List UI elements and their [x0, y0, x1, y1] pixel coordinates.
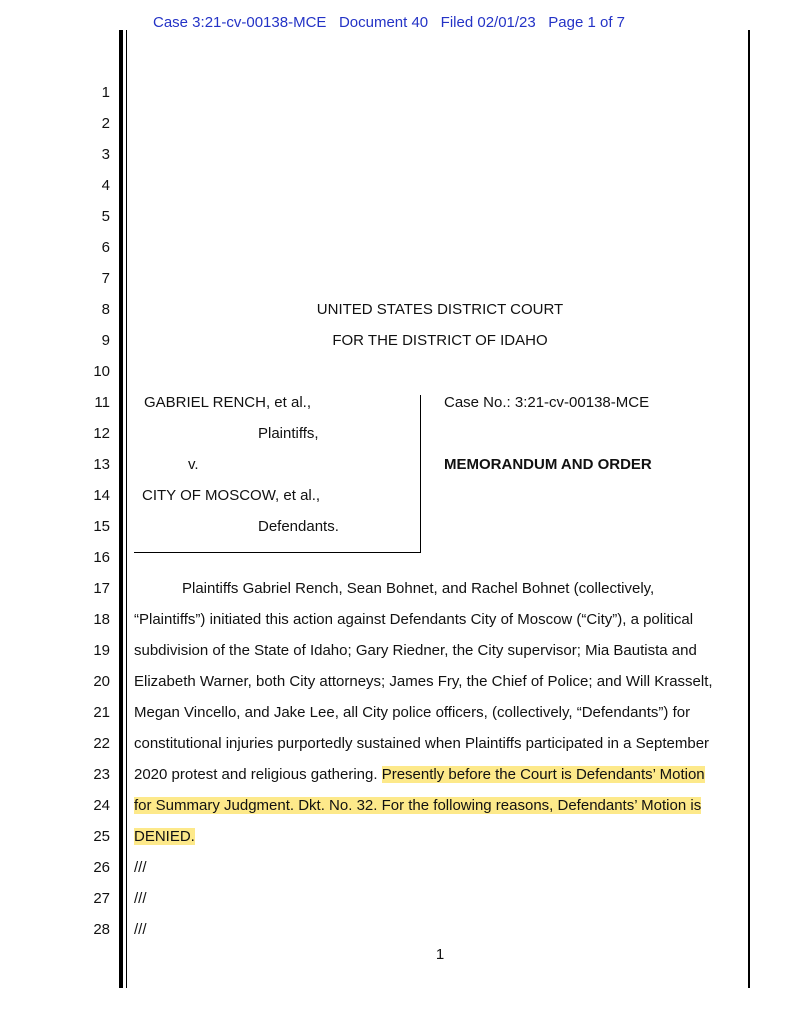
line-number: 20 — [93, 673, 110, 690]
caption-plaintiff-role: Plaintiffs, — [258, 425, 319, 442]
line-number: 6 — [101, 239, 110, 256]
caption-plaintiff: GABRIEL RENCH, et al., — [144, 394, 311, 411]
line-number: 24 — [93, 797, 110, 814]
line-number: 14 — [93, 487, 110, 504]
header-page: Page 1 of 7 — [548, 14, 625, 31]
header-filed: Filed 02/01/23 — [440, 14, 536, 31]
body-line-23 — [134, 766, 705, 784]
line-number: 22 — [93, 735, 110, 752]
line-number: 18 — [93, 611, 110, 628]
caption-vertical-rule — [420, 395, 421, 553]
line-number: 28 — [93, 921, 110, 938]
highlighted-text: for Summary Judgment. Dkt. No. 32. For the following reasons, Defendants’ Motion is — [134, 797, 702, 814]
document-title: MEMORANDUM AND ORDER — [444, 456, 652, 473]
body-line-24 — [134, 797, 701, 815]
body-line-22: constitutional injuries purportedly sustained when Plaintiffs participated in a September — [134, 735, 710, 752]
left-margin-rule-thick — [119, 30, 123, 988]
line-number: 27 — [93, 890, 110, 907]
line-number: 16 — [93, 549, 110, 566]
caption-defendant-role: Defendants. — [258, 518, 339, 535]
line-number: 11 — [94, 394, 110, 411]
body-line-25 — [134, 828, 195, 846]
line-number: 1 — [101, 84, 110, 101]
line-number: 19 — [93, 642, 110, 659]
docket-header — [153, 14, 625, 31]
court-district: FOR THE DISTRICT OF IDAHO — [332, 332, 548, 349]
line-number: 9 — [101, 332, 110, 349]
line-number: 15 — [93, 518, 110, 535]
line-number: 8 — [101, 301, 110, 318]
body-line-23-plain: 2020 protest and religious gathering. — [134, 766, 378, 783]
left-margin-rule-thin — [126, 30, 127, 988]
header-case: Case 3:21-cv-00138-MCE — [153, 14, 327, 31]
body-line-26: /// — [134, 859, 147, 876]
body-line-17: Plaintiffs Gabriel Rench, Sean Bohnet, and Rachel Bohnet (collectively, — [182, 580, 655, 597]
line-number: 12 — [93, 425, 110, 442]
line-number: 17 — [93, 580, 110, 597]
body-line-20: Elizabeth Warner, both City attorneys; James Fry, the Chief of Police; and Will Krasselt, — [134, 673, 713, 690]
line-number: 7 — [101, 270, 110, 287]
line-number: 13 — [93, 456, 110, 473]
highlighted-text: Presently before the Court is Defendants’ Motion — [381, 766, 705, 783]
caption-defendant: CITY OF MOSCOW, et al., — [142, 487, 321, 504]
line-number: 2 — [101, 115, 110, 132]
body-line-28: /// — [134, 921, 147, 938]
case-number: Case No.: 3:21-cv-00138-MCE — [444, 394, 650, 411]
page-number: 1 — [435, 946, 445, 963]
body-line-27: /// — [134, 890, 147, 907]
line-number: 23 — [93, 766, 110, 783]
caption-versus: v. — [188, 456, 199, 473]
highlighted-text: DENIED. — [134, 828, 195, 845]
line-number: 26 — [93, 859, 110, 876]
line-number: 25 — [93, 828, 110, 845]
body-line-21: Megan Vincello, and Jake Lee, all City police officers, (collectively, “Defendants”) for — [134, 704, 691, 721]
right-margin-rule — [748, 30, 750, 988]
line-number: 3 — [101, 146, 110, 163]
line-number: 21 — [93, 704, 110, 721]
line-number: 10 — [93, 363, 110, 380]
court-name: UNITED STATES DISTRICT COURT — [316, 301, 564, 318]
header-document: Document 40 — [338, 14, 429, 31]
line-number: 4 — [101, 177, 110, 194]
line-number: 5 — [101, 208, 110, 225]
caption-horizontal-rule — [134, 552, 421, 553]
body-line-18: “Plaintiffs”) initiated this action against Defendants City of Moscow (“City”), a political — [134, 611, 694, 628]
body-line-19: subdivision of the State of Idaho; Gary Riedner, the City supervisor; Mia Bautista and — [134, 642, 697, 659]
